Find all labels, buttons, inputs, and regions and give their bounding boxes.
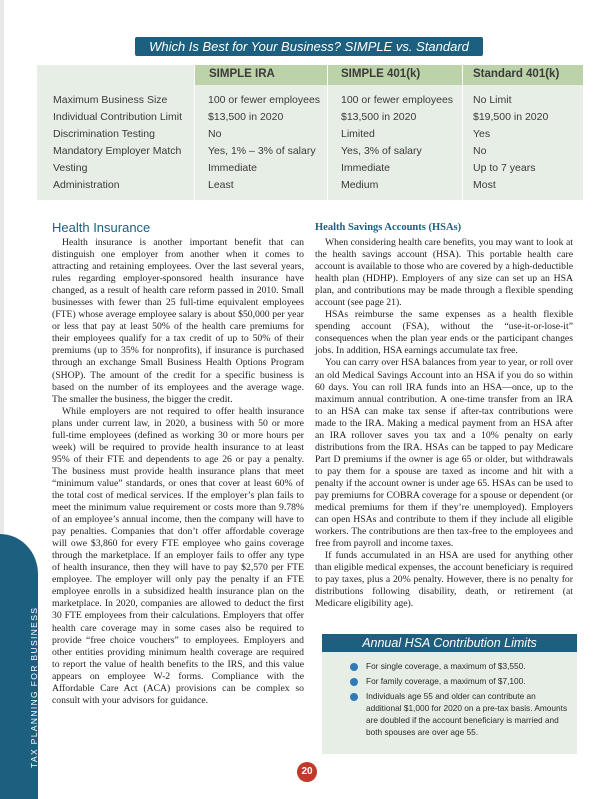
bullet-icon [350, 663, 358, 671]
cell-simple-ira: No [208, 128, 222, 140]
cell-simple-401k: Medium [341, 179, 379, 191]
hsa-heading: Health Savings Accounts (HSAs) [315, 222, 462, 233]
header-simple-401k: SIMPLE 401(k) [341, 68, 421, 80]
limit-item: For family coverage, a maximum of $7,100. [366, 676, 526, 686]
row-label: Administration [53, 179, 120, 191]
cell-simple-401k: Immediate [341, 162, 391, 174]
comparison-table [37, 65, 583, 200]
cell-standard-401k: No Limit [473, 94, 512, 106]
paragraph: Health insurance is another important benefit that can distinguish one employer from another when it comes to attracting and retaining employees. Over the last several years, rules regarding employer-sponsored health insurance have changed, as a result of health care reform passed in 2010. Small businesses with fewer than 25 full-time equivalent employees (FTE) whose average employee salary is about $50,000 per year or less that pay at least 50% of the health care premiums for their employees qualify for a tax credit of up to 50% of their premiums (up to 35% for nonprofits), if insurance is purchased through an exchange Small Business Health Options Program (SHOP). The amount of the credit for a specific business is based on the number of its employees and the average wage. The smaller the business, the bigger the credit. [52, 237, 304, 405]
paragraph: If funds accumulated in an HSA are used for anything other than eligible medical expenses, the account beneficiary is required to pay taxes, plus a 20% penalty. However, there is no penalty for distributions following disability, death, or retirement (at Medicare eligibility age). [315, 550, 573, 610]
cell-simple-401k: Limited [341, 128, 375, 140]
header-standard-401k: Standard 401(k) [473, 68, 560, 80]
cell-simple-ira: 100 or fewer employees [208, 94, 321, 106]
bullet-icon [350, 693, 358, 701]
health-insurance-column [52, 237, 304, 707]
bullet-icon [350, 678, 358, 686]
column-divider [194, 65, 195, 200]
column-divider [462, 65, 463, 200]
row-label: Vesting [53, 162, 88, 174]
cell-simple-ira: Least [208, 179, 234, 191]
column-divider [327, 65, 328, 200]
row-label: Discrimination Testing [53, 128, 155, 140]
row-label: Individual Contribution Limit [53, 111, 182, 123]
limit-item: For single coverage, a maximum of $3,550. [366, 661, 526, 671]
cell-simple-401k: 100 or fewer employees [341, 94, 454, 106]
sidebar-label: TAX PLANNING FOR BUSINESS [29, 606, 39, 768]
cell-standard-401k: No [473, 145, 487, 157]
cell-simple-401k: $13,500 in 2020 [341, 111, 417, 123]
cell-simple-401k: Yes, 3% of salary [341, 145, 422, 157]
cell-standard-401k: $19,500 in 2020 [473, 111, 549, 123]
cell-simple-ira: Immediate [208, 162, 258, 174]
table-banner: Which Is Best for Your Business? SIMPLE vs. Standard [135, 37, 483, 56]
hsa-column [315, 237, 573, 610]
cell-standard-401k: Yes [473, 128, 491, 140]
header-simple-ira: SIMPLE IRA [209, 68, 275, 80]
health-insurance-heading: Health Insurance [52, 220, 151, 235]
paragraph: You can carry over HSA balances from year to year, or roll over an old Medical Savings Account into an HSA if you do so within 60 days. You can roll IRA funds into an HSA—once, up to the maximum annual contribution. A one-time transfer from an IRA to an HSA can make tax sense if after-tax contributions were made to the IRA. Making a medical payment from an HSA after an IRA rollover saves you tax and a 10% penalty on early distributions from the IRA. HSAs can be tapped to pay Medicare Part D premiums if the owner is age 65 or older, but withdrawals to pay them for a spouse are taxed as income and hit with a penalty if the account owner is under age 65. HSAs can be used to pay premiums for COBRA coverage for a spouse or dependent (or medical premiums for them if they’re unemployed). Employers can open HSAs and contribute to them if they include all eligible workers. The contributions are then tax-free to the employees and free from payroll and income taxes. [315, 357, 573, 550]
cell-simple-ira: $13,500 in 2020 [208, 111, 284, 123]
hsa-limits-heading: Annual HSA Contribution Limits [322, 634, 577, 652]
cell-standard-401k: Up to 7 years [473, 162, 536, 174]
cell-simple-ira: Yes, 1% – 3% of salary [208, 145, 316, 157]
paragraph: HSAs reimburse the same expenses as a health flexible spending account (FSA), without the “use-it-or-lose-it” consequences when the plan year ends or the participant changes jobs. In addition, HSA earnings accumulate tax free. [315, 309, 573, 357]
paragraph: When considering health care benefits, you may want to look at the health savings account (HSA). This portable health care account is available to those who are covered by a high-deductible health plan (HDHP). Employers of any size can set up an HSA plan, and contributions may be made through a flexible spending account (see page 21). [315, 237, 573, 309]
row-label: Maximum Business Size [53, 94, 168, 106]
row-label: Mandatory Employer Match [53, 145, 182, 157]
paragraph: While employers are not required to offer health insurance plans under current law, in 2020, a business with 50 or more full-time employees (defined as working 30 or more hours per week) will be required to provide health insurance to at least 95% of their FTE and dependents to age 26 or pay a penalty. The business must provide health insurance plans that meet “minimum value” standards, or ones that cover at least 60% of the total cost of medical services. If the employer’s plan fails to meet the minimum value requirement or costs more than 9.78% of an employee’s annual income, then the company will have to pay penalties. Companies that don’t offer affordable coverage will owe $3,860 for every FTE employee who gains coverage through the marketplace. If an employer fails to offer any type of health insurance, then they will have to pay $2,570 per FTE employee. The employer will only pay the penalty if an FTE employee enrolls in a subsidized health insurance plan on the marketplace. In 2020, companies are allowed to deduct the first 30 FTE employees from their calculations. Employers that offer health care coverage may in some cases also be required to provide “free choice vouchers” to employees. Employers and other entities providing minimum health coverage are required to report the value of health benefits to the IRS, and this value appears on employee W-2 forms. Compliance with the Affordable Care Act (ACA) provisions can be complex so consult with your advisors for guidance. [52, 405, 304, 706]
cell-standard-401k: Most [473, 179, 496, 191]
limit-item: Individuals age 55 and older can contribute an additional $1,000 for 2020 on a pre-tax basis. Amounts are doubled if the account beneficiary is married and both spouses are over age 55. [366, 691, 568, 737]
page-number-badge: 20 [297, 762, 317, 782]
